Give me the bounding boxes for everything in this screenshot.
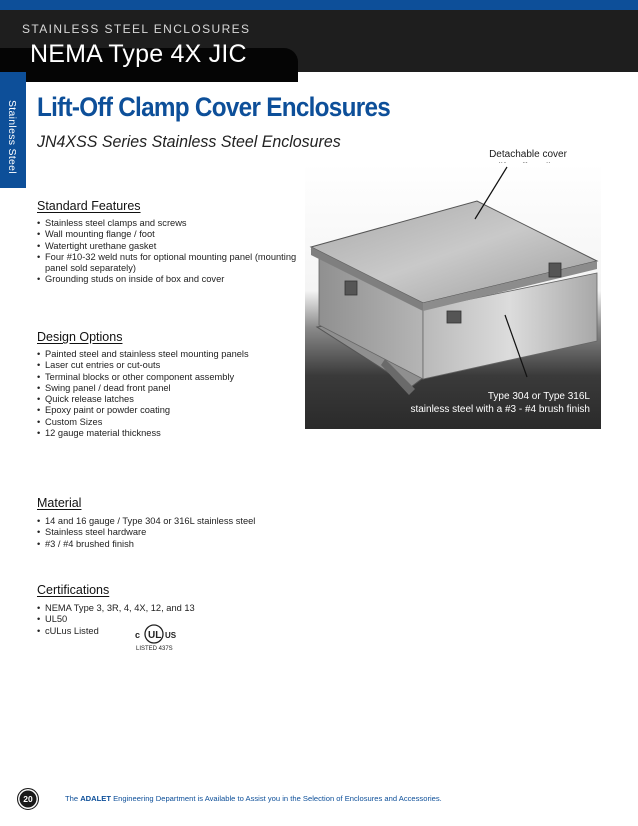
page-number-badge (17, 788, 39, 810)
standard-features-heading: Standard Features (37, 199, 141, 213)
culus-listing-number: LISTED 437S (136, 646, 173, 652)
page-number: 20 (23, 794, 33, 804)
callout-line: Type 304 or Type 316L (487, 391, 590, 402)
footer-suffix: Engineering Department is Available to Assist you in the Selection of Enclosures and Accessories. (111, 794, 442, 803)
list-item: • UL50 (37, 614, 237, 625)
list-item: • Wall mounting flange / foot (37, 229, 299, 240)
footer-prefix: The (65, 794, 81, 803)
top-accent-bar (0, 0, 638, 10)
standard-features-list (37, 218, 299, 286)
list-item: • NEMA Type 3, 3R, 4, 4X, 12, and 13 (37, 603, 237, 614)
svg-text:c: c (135, 630, 141, 640)
list-item: • 14 and 16 gauge / Type 304 or 316L stainless steel (37, 516, 299, 527)
side-section-tab (0, 72, 26, 188)
list-item: • Swing panel / dead front panel (37, 383, 299, 394)
footer-brand: ADALET (80, 794, 111, 803)
list-item: • Four #10-32 weld nuts for optional mounting panel (mounting panel sold separately) (37, 252, 299, 275)
list-item: • Grounding studs on inside of box and cover (37, 274, 299, 285)
certifications-heading: Certifications (37, 583, 110, 597)
list-item: • 12 gauge material thickness (37, 428, 299, 439)
list-item: • Watertight urethane gasket (37, 241, 299, 252)
list-item: • Epoxy paint or powder coating (37, 405, 299, 416)
list-item: • cULus Listed (37, 626, 237, 637)
header-section-label: STAINLESS STEEL ENCLOSURES (22, 22, 251, 36)
callout-line: Detachable cover (489, 149, 567, 160)
callout-line: stainless steel with a #3 - #4 brush finish (410, 404, 590, 415)
material-list (37, 516, 299, 550)
list-item: • Stainless steel clamps and screws (37, 218, 299, 229)
side-tab-label: Stainless Steel (6, 100, 18, 174)
design-options-list (37, 349, 299, 439)
product-title: Lift-Off Clamp Cover Enclosures (37, 92, 391, 122)
material-heading: Material (37, 496, 82, 510)
svg-text:UL: UL (148, 630, 162, 641)
footer-note (65, 794, 442, 803)
list-item: • #3 / #4 brushed finish (37, 539, 299, 550)
product-subtitle: JN4XSS Series Stainless Steel Enclosures (37, 132, 341, 151)
design-options-heading: Design Options (37, 330, 123, 344)
list-item: • Quick release latches (37, 394, 299, 405)
page-category-title: NEMA Type 4X JIC (30, 40, 247, 68)
list-item: • Painted steel and stainless steel mounting panels (37, 349, 299, 360)
callout-stainless-finish (410, 390, 590, 416)
svg-text:US: US (165, 631, 177, 640)
list-item: • Laser cut entries or cut-outs (37, 360, 299, 371)
list-item: • Stainless steel hardware (37, 527, 299, 538)
list-item: • Terminal blocks or other component assembly (37, 372, 299, 383)
list-item: • Custom Sizes (37, 417, 299, 428)
